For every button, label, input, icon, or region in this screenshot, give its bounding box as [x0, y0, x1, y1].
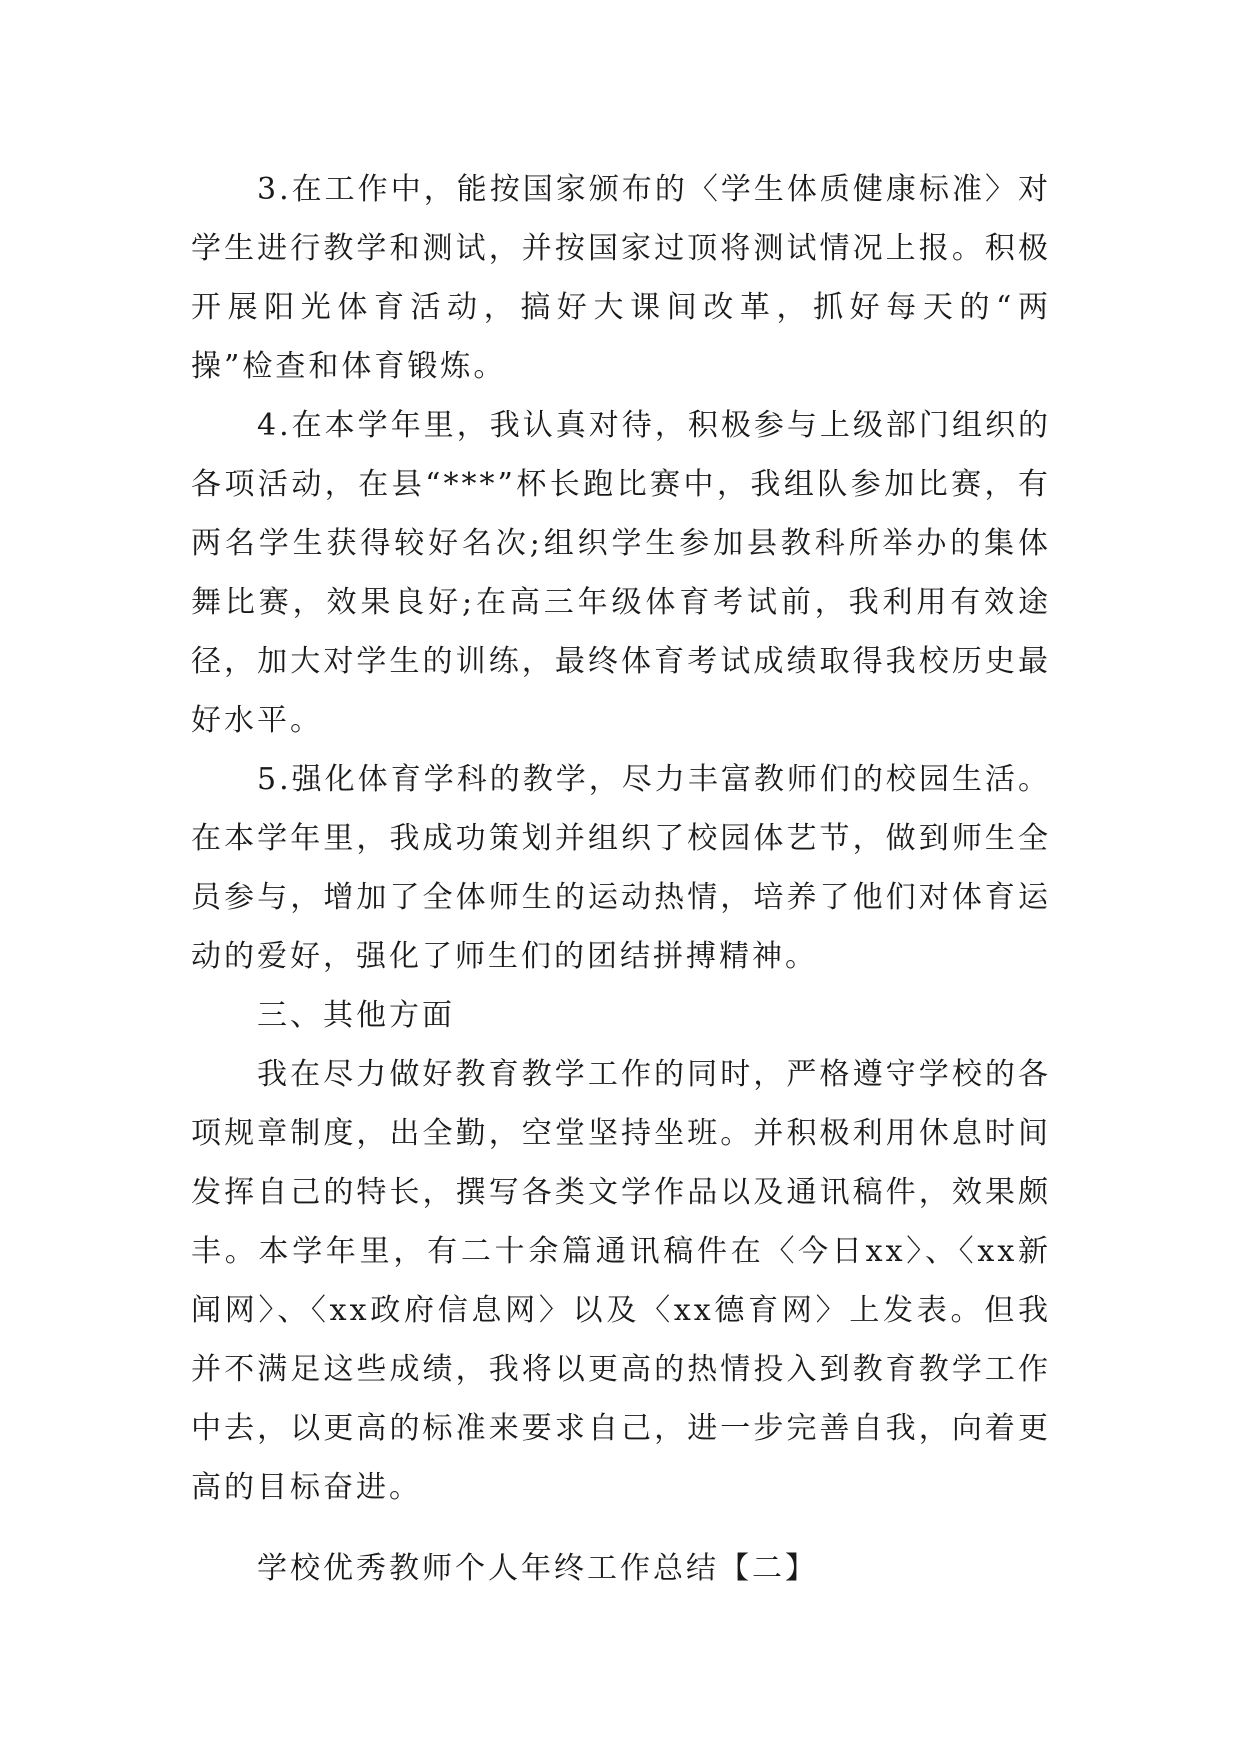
document-body	[191, 160, 1051, 1598]
paragraph-item-4: 4.在本学年里，我认真对待，积极参与上级部门组织的各项活动，在县“***”杯长跑比赛中，我组队参加比赛，有两名学生获得较好名次;组织学生参加县教科所举办的集体舞比赛，效果良好;在高三年级体育考试前，我利用有效途径，加大对学生的训练，最终体育考试成绩取得我校历史最好水平。	[191, 408, 1051, 738]
section-paragraph: 我在尽力做好教育教学工作的同时，严格遵守学校的各项规章制度，出全勤，空堂坚持坐班。并积极利用休息时间发挥自己的特长，撰写各类文学作品以及通讯稿件，效果颇丰。本学年里，有二十余篇通讯稿件在〈今日xx〉、〈xx新闻网〉、〈xx政府信息网〉以及〈xx德育网〉上发表。但我并不满足这些成绩，我将以更高的热情投入到教育教学工作中去，以更高的标准来要求自己，进一步完善自我，向着更高的目标奋进。	[191, 1057, 1051, 1505]
section-heading: 三、其他方面	[257, 998, 455, 1033]
next-document-title: 学校优秀教师个人年终工作总结【二】	[257, 1551, 818, 1586]
paragraph-item-3: 3.在工作中，能按国家颁布的〈学生体质健康标准〉对学生进行教学和测试，并按国家过顶将测试情况上报。积极开展阳光体育活动，搞好大课间改革，抓好每天的“两操”检查和体育锻炼。	[191, 172, 1051, 384]
paragraph-item-5: 5.强化体育学科的教学，尽力丰富教师们的校园生活。在本学年里，我成功策划并组织了校园体艺节，做到师生全员参与，增加了全体师生的运动热情，培养了他们对体育运动的爱好，强化了师生们的团结拼搏精神。	[191, 762, 1051, 974]
